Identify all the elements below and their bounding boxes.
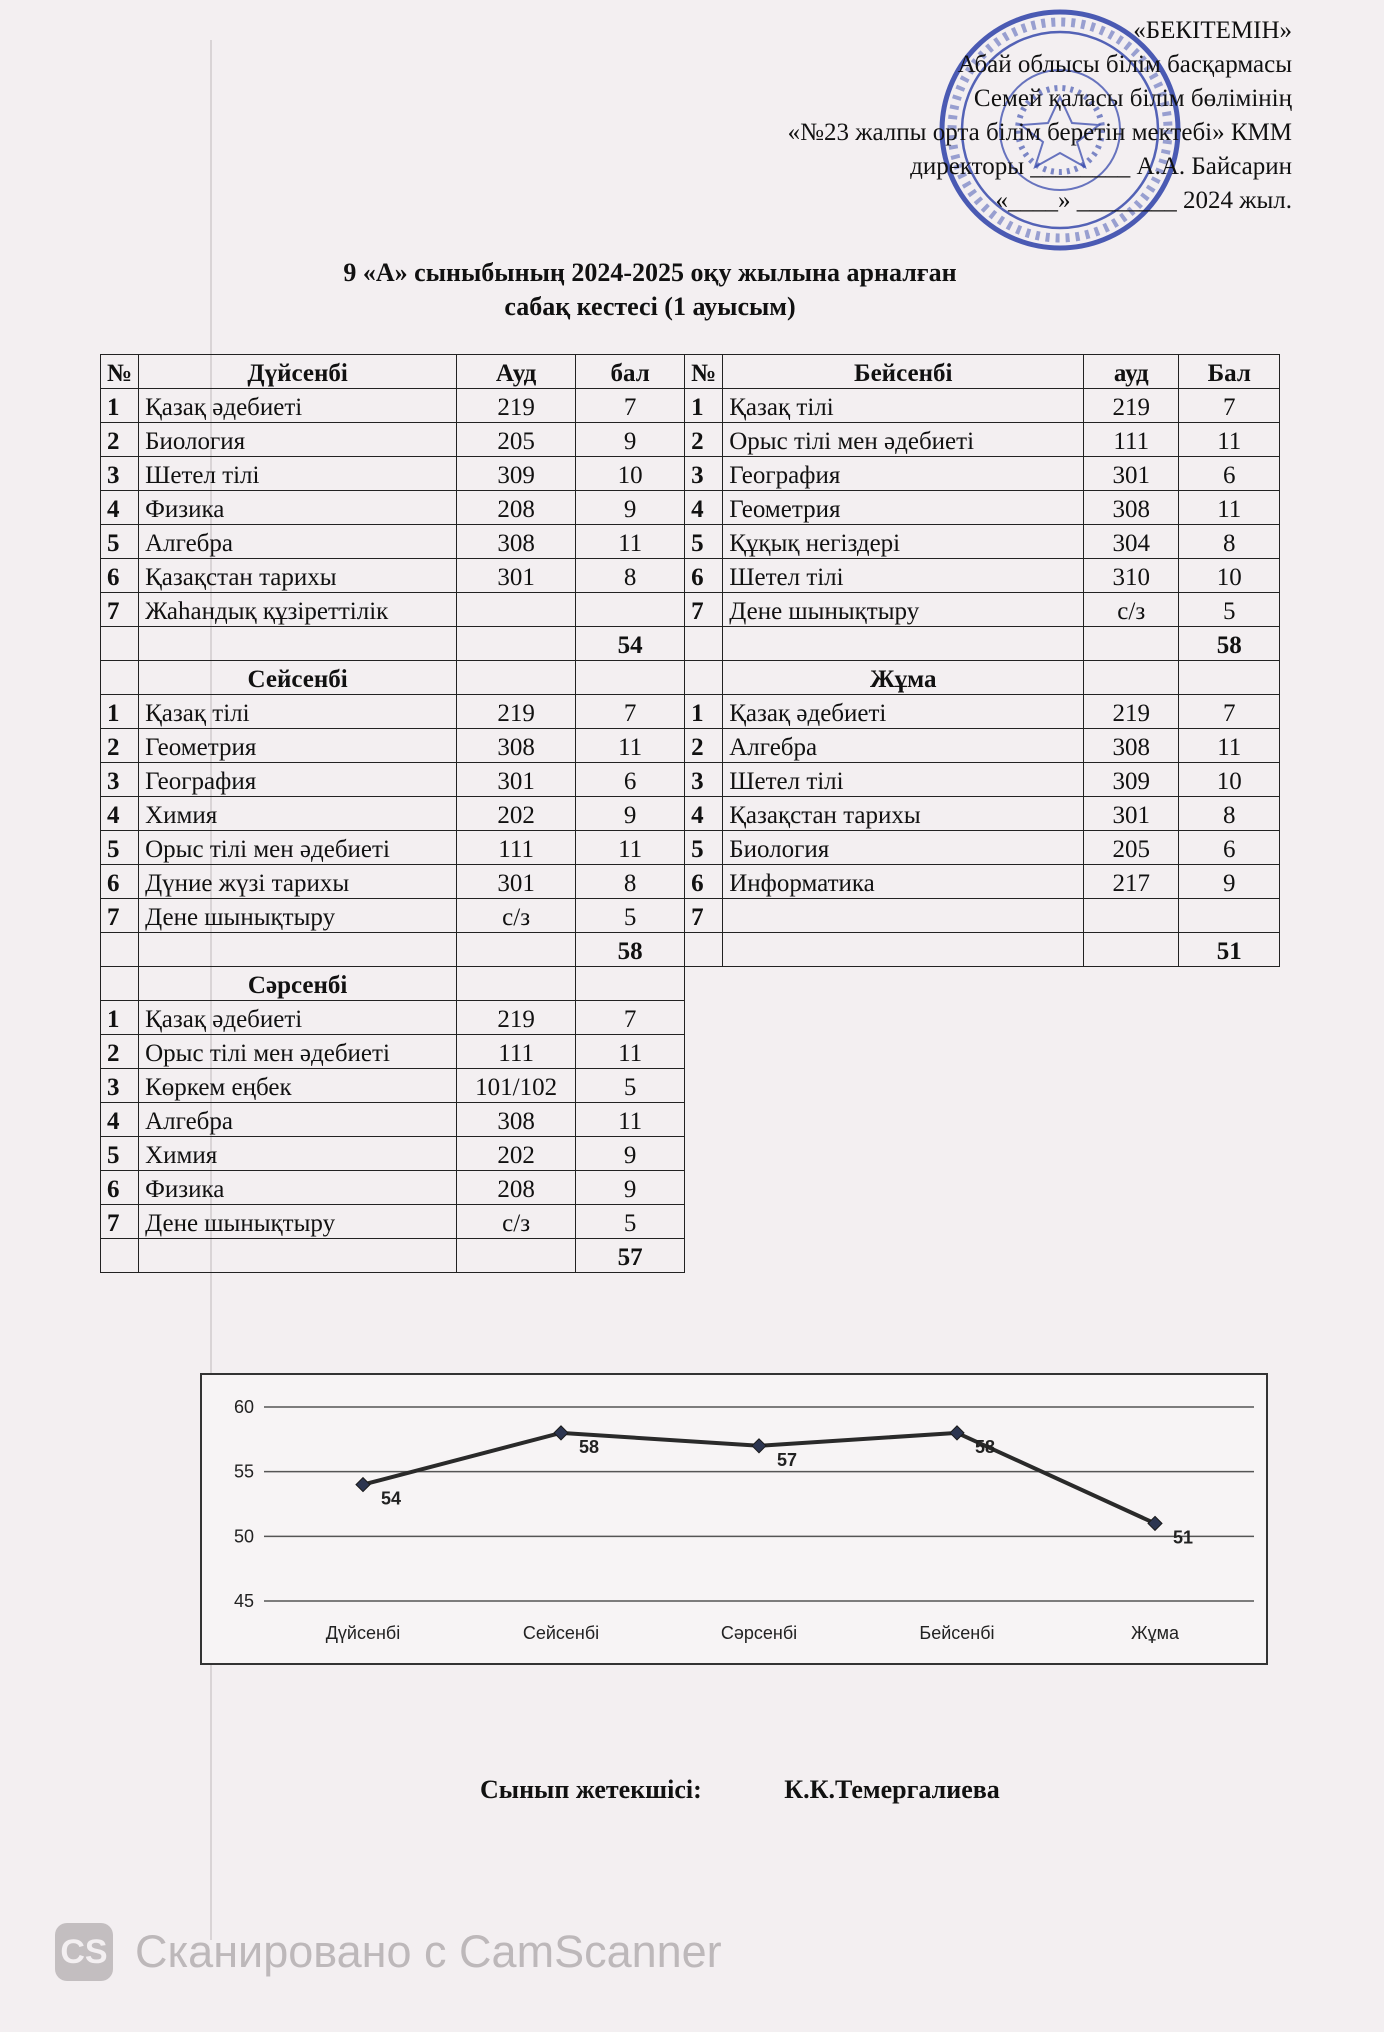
load-chart [200,1373,1268,1665]
table-row [101,423,1280,457]
lesson-number: 7 [685,593,723,627]
header-monday: Дүйсенбі [139,355,457,389]
lesson-number: 5 [101,525,139,559]
lesson-subject: Қазақ тілі [723,389,1084,423]
empty-cell [723,627,1084,661]
approval-line: Абай облысы білім басқармасы [957,51,1292,78]
lesson-room: 308 [1084,491,1179,525]
empty-cell [139,1239,457,1273]
table-row [101,457,1280,491]
lesson-room: 202 [457,797,576,831]
table-body [101,389,1280,1273]
lesson-number: 7 [101,1205,139,1239]
lesson-room: 111 [1084,423,1179,457]
lesson-number: 4 [101,797,139,831]
table-row [101,797,1280,831]
day-header-row [101,967,1280,1001]
lesson-room: 202 [457,1137,576,1171]
day-total: 57 [576,1239,685,1273]
lesson-room: 308 [457,1103,576,1137]
lesson-room: 111 [457,1035,576,1069]
lesson-subject: Геометрия [723,491,1084,525]
lesson-room: 301 [1084,797,1179,831]
lesson-number: 3 [685,457,723,491]
lesson-number: 2 [685,729,723,763]
header-ball: бал [576,355,685,389]
empty-cell [576,967,685,1001]
x-tick-label: Дүйсенбі [325,1623,401,1643]
empty-cell [101,967,139,1001]
lesson-number: 6 [685,865,723,899]
x-tick-label: Жұма [1130,1623,1180,1643]
table-row [101,1205,1280,1239]
lesson-points: 8 [1179,525,1280,559]
lesson-room: 304 [1084,525,1179,559]
x-tick-label: Сейсенбі [522,1623,600,1643]
header-aud: ауд [1084,355,1179,389]
lesson-room: 301 [1084,457,1179,491]
y-tick-label: 45 [233,1591,254,1611]
empty-cell [139,627,457,661]
lesson-points: 10 [576,457,685,491]
empty-cell [685,661,723,695]
lesson-room: 301 [457,763,576,797]
title-line: сабақ кестесі (1 ауысым) [504,292,796,321]
lesson-number: 3 [101,457,139,491]
lesson-subject: Қазақ әдебиеті [139,1001,457,1035]
table-row [101,1103,1280,1137]
lesson-room [457,593,576,627]
x-tick-label: Бейсенбі [919,1623,995,1643]
lesson-room: 301 [457,865,576,899]
schedule-table [100,354,1280,1273]
lesson-number: 5 [101,831,139,865]
table-row [101,865,1280,899]
lesson-number: 6 [101,559,139,593]
lesson-number: 4 [685,797,723,831]
empty-cell [1179,661,1280,695]
empty-cell [101,1239,139,1273]
lesson-points: 9 [576,423,685,457]
lesson-number: 1 [685,695,723,729]
lesson-number: 4 [101,491,139,525]
lesson-points: 7 [1179,389,1280,423]
lesson-room: 309 [1084,763,1179,797]
lesson-points: 5 [576,899,685,933]
lesson-room: 219 [1084,389,1179,423]
lesson-room: 301 [457,559,576,593]
lesson-subject: Қазақ тілі [139,695,457,729]
table-row [101,525,1280,559]
empty-cell [1084,627,1179,661]
data-label: 57 [777,1449,798,1470]
header-num: № [101,355,139,389]
table-row [101,695,1280,729]
day-label: Жұма [723,661,1084,695]
lesson-room: с/з [457,1205,576,1239]
empty-cell [1084,661,1179,695]
table-row [101,763,1280,797]
approval-line: «№23 жалпы орта білім беретін мектебі» КММ [787,119,1292,146]
day-header-row [101,661,1280,695]
lesson-subject [723,899,1084,933]
lesson-subject: Информатика [723,865,1084,899]
lesson-subject: Шетел тілі [723,559,1084,593]
lesson-subject: Биология [723,831,1084,865]
lesson-points [1179,899,1280,933]
header-ball: Бал [1179,355,1280,389]
lesson-subject: Орыс тілі мен әдебиеті [139,1035,457,1069]
chart-svg [202,1375,1266,1663]
empty-cell [457,661,576,695]
day-total: 58 [576,933,685,967]
lesson-subject: Химия [139,1137,457,1171]
data-label: 54 [381,1488,402,1509]
lesson-room: 219 [457,389,576,423]
lesson-subject: Орыс тілі мен әдебиеті [139,831,457,865]
lesson-subject: Дене шынықтыру [723,593,1084,627]
lesson-number: 6 [101,865,139,899]
empty-cell [723,933,1084,967]
empty-cell [1084,933,1179,967]
lesson-subject: Көркем еңбек [139,1069,457,1103]
total-row [101,627,1280,661]
lesson-subject: География [139,763,457,797]
lesson-subject: Дене шынықтыру [139,1205,457,1239]
empty-cell [685,933,723,967]
data-label: 58 [975,1436,996,1457]
lesson-room: 308 [457,729,576,763]
lesson-subject: Орыс тілі мен әдебиеті [723,423,1084,457]
approval-line: Семей қаласы білім бөлімінің [973,85,1292,112]
total-row [101,1239,1280,1273]
approval-line: «БЕКІТЕМІН» [1133,17,1292,44]
empty-cell [576,661,685,695]
title-line: 9 «А» сыныбының 2024-2025 оқу жылына арналған [343,258,957,287]
lesson-subject: Алгебра [723,729,1084,763]
approval-line: «____» ________ 2024 жыл. [995,187,1292,214]
lesson-number: 4 [101,1103,139,1137]
document-title [340,256,960,324]
data-point [356,1478,370,1492]
lesson-points: 10 [1179,763,1280,797]
lesson-number: 3 [101,763,139,797]
lesson-subject: Шетел тілі [723,763,1084,797]
lesson-number: 7 [685,899,723,933]
table-row [101,491,1280,525]
lesson-room: 217 [1084,865,1179,899]
lesson-room: 208 [457,1171,576,1205]
lesson-room: 308 [1084,729,1179,763]
footer [480,1775,1000,1805]
lesson-room: 310 [1084,559,1179,593]
lesson-subject: Қазақ әдебиеті [139,389,457,423]
lesson-points: 7 [576,1001,685,1035]
lesson-subject: Жаһандық құзіреттілік [139,593,457,627]
lesson-points [576,593,685,627]
table-row [101,1069,1280,1103]
lesson-subject: Дене шынықтыру [139,899,457,933]
lesson-number: 2 [685,423,723,457]
empty-cell [457,967,576,1001]
lesson-subject: География [723,457,1084,491]
empty-cell [101,627,139,661]
lesson-number: 7 [101,593,139,627]
lesson-points: 6 [576,763,685,797]
lesson-room: 219 [457,695,576,729]
day-label: Сейсенбі [139,661,457,695]
empty-cell [139,933,457,967]
table-row [101,831,1280,865]
lesson-number: 5 [685,831,723,865]
lesson-points: 5 [576,1069,685,1103]
lesson-points: 11 [576,729,685,763]
empty-cell [457,933,576,967]
table-row [101,729,1280,763]
lesson-number: 4 [685,491,723,525]
class-teacher-label: Сынып жетекшісі: [480,1775,702,1804]
lesson-subject: Дүние жүзі тарихы [139,865,457,899]
lesson-room: 219 [1084,695,1179,729]
y-tick-label: 60 [233,1397,254,1417]
x-tick-label: Сәрсенбі [720,1623,798,1643]
lesson-number: 1 [101,389,139,423]
lesson-subject: Биология [139,423,457,457]
lesson-points: 9 [1179,865,1280,899]
lesson-room: 205 [457,423,576,457]
header-num: № [685,355,723,389]
data-label: 58 [579,1436,600,1457]
lesson-subject: Құқық негіздері [723,525,1084,559]
lesson-room: 111 [457,831,576,865]
lesson-points: 11 [576,1035,685,1069]
day-label: Сәрсенбі [139,967,457,1001]
total-row [101,933,1280,967]
lesson-number: 1 [101,1001,139,1035]
lesson-subject: Химия [139,797,457,831]
lesson-points: 6 [1179,457,1280,491]
lesson-points: 11 [576,525,685,559]
data-point [950,1426,964,1440]
data-label: 51 [1173,1527,1194,1548]
lesson-number: 6 [685,559,723,593]
lesson-points: 11 [1179,423,1280,457]
table-row [101,1001,1280,1035]
y-tick-label: 50 [233,1526,254,1547]
lesson-subject: Қазақстан тарихы [723,797,1084,831]
table-row [101,899,1280,933]
data-point [752,1439,766,1453]
table-row [101,559,1280,593]
lesson-number: 2 [101,729,139,763]
empty-cell [101,661,139,695]
lesson-subject: Физика [139,1171,457,1205]
lesson-room: 205 [1084,831,1179,865]
day-total: 51 [1179,933,1280,967]
class-teacher-name: К.К.Темергалиева [784,1775,1000,1804]
lesson-points: 7 [576,389,685,423]
lesson-room: 208 [457,491,576,525]
y-tick-label: 55 [233,1461,254,1482]
lesson-subject: Қазақстан тарихы [139,559,457,593]
lesson-points: 7 [576,695,685,729]
lesson-number: 3 [685,763,723,797]
lesson-number: 5 [685,525,723,559]
lesson-points: 9 [576,797,685,831]
lesson-number: 5 [101,1137,139,1171]
empty-cell [457,1239,576,1273]
table-row [101,1171,1280,1205]
table-header-row [101,355,1280,389]
lesson-subject: Физика [139,491,457,525]
lesson-points: 8 [1179,797,1280,831]
lesson-subject: Алгебра [139,1103,457,1137]
data-point [1148,1516,1162,1530]
lesson-number: 7 [101,899,139,933]
lesson-points: 9 [576,1137,685,1171]
lesson-room: 101/102 [457,1069,576,1103]
table-row [101,1137,1280,1171]
lesson-room: 309 [457,457,576,491]
lesson-points: 5 [576,1205,685,1239]
lesson-number: 2 [101,1035,139,1069]
table-row [101,1035,1280,1069]
lesson-number: 6 [101,1171,139,1205]
lesson-number: 1 [685,389,723,423]
lesson-points: 8 [576,865,685,899]
lesson-points: 11 [576,1103,685,1137]
lesson-subject: Шетел тілі [139,457,457,491]
lesson-points: 11 [1179,729,1280,763]
lesson-room: с/з [457,899,576,933]
table-row [101,593,1280,627]
lesson-number: 2 [101,423,139,457]
lesson-subject: Алгебра [139,525,457,559]
lesson-room: 308 [457,525,576,559]
header-aud: Ауд [457,355,576,389]
lesson-points: 7 [1179,695,1280,729]
empty-cell [101,933,139,967]
lesson-subject: Геометрия [139,729,457,763]
approval-block [592,14,1292,218]
lesson-points: 11 [576,831,685,865]
empty-cell [685,627,723,661]
day-total: 54 [576,627,685,661]
header-thursday: Бейсенбі [723,355,1084,389]
lesson-points: 11 [1179,491,1280,525]
lesson-points: 6 [1179,831,1280,865]
day-total: 58 [1179,627,1280,661]
lesson-number: 3 [101,1069,139,1103]
lesson-room [1084,899,1179,933]
empty-cell [457,627,576,661]
approval-line: директоры ________ А.А. Байсарин [910,153,1292,180]
lesson-number: 1 [101,695,139,729]
lesson-points: 8 [576,559,685,593]
lesson-points: 9 [576,1171,685,1205]
lesson-points: 9 [576,491,685,525]
camscanner-text: Сканировано с CamScanner [135,1926,722,1977]
lesson-subject: Қазақ әдебиеті [723,695,1084,729]
camscanner-logo: CS [55,1923,113,1981]
lesson-points: 5 [1179,593,1280,627]
data-point [554,1426,568,1440]
lesson-points: 10 [1179,559,1280,593]
camscanner-watermark [55,1922,722,1982]
table-row [101,389,1280,423]
lesson-room: с/з [1084,593,1179,627]
lesson-room: 219 [457,1001,576,1035]
